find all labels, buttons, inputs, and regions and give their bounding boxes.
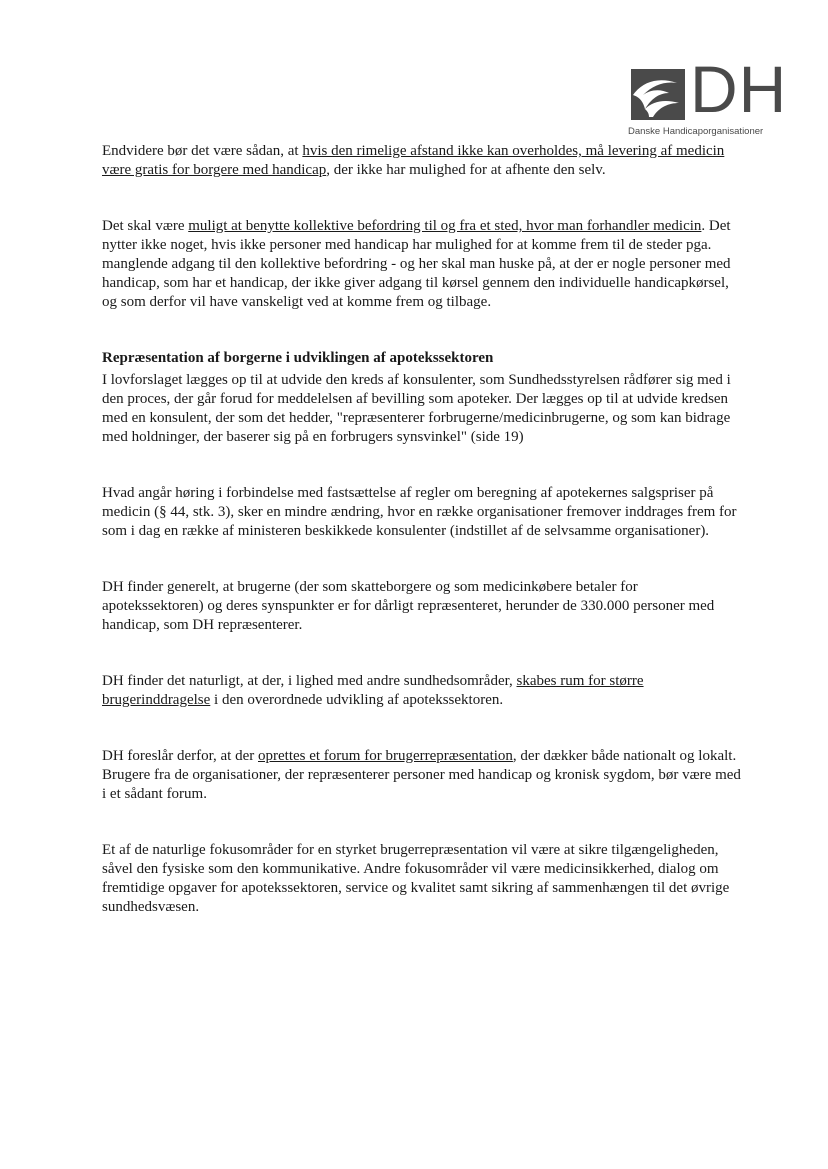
paragraph-3: I lovforslaget lægges op til at udvide den kreds af konsulenter, som Sundhedsstyrelsen rådfører sig med i den proces, der går forud for meddelelsen af bevilling som apoteker. Der lægges op til at udvide kredsen med en konsulent, der som det hedder, "repræsenterer forbrugerne/medicinbrugerne, og som kan bidrage med holdninger, der baserer sig på en forbrugers synsvinkel" (side 19)	[102, 372, 731, 445]
section-heading: Repræsentation af borgerne i udviklingen af apotekssektoren	[102, 350, 494, 366]
document-body	[102, 142, 742, 917]
underlined-text: skabes rum for større brugerinddragelse	[102, 673, 644, 708]
logo-subtitle: Danske Handicaporganisationer	[628, 126, 764, 137]
bird-logo-icon	[631, 69, 685, 120]
underlined-text: hvis den rimelige afstand ikke kan overholdes, må levering af medicin være gratis for borgere med handicap	[102, 143, 725, 178]
paragraph-8: Et af de naturlige fokusområder for en styrket brugerrepræsentation vil være at sikre tilgængeligheden, såvel den fysiske som den kommunikative. Andre fokusområder vil være medicinsikkerhed, dialog om fremtidige opgaver for apotekssektoren, service og kvalitet samt sikring af sammenhængen til det øvrige sundhedsvæsen.	[102, 842, 730, 915]
paragraph-6: DH finder det naturligt, at der, i lighed med andre sundhedsområder, skabes rum for større brugerinddragelse i den overordnede udvikling af apotekssektoren.	[102, 673, 644, 708]
logo-letters: DH	[690, 52, 788, 126]
paragraph-7: DH foreslår derfor, at der oprettes et forum for brugerrepræsentation, der dækker både nationalt og lokalt. Brugere fra de organisationer, der repræsenterer personer med handicap og kronisk sygdom, bør være med i et sådant forum.	[102, 748, 741, 802]
paragraph-5: DH finder generelt, at brugerne (der som skatteborgere og som medicinkøbere betaler for apotekssektoren) og deres synspunkter er for dårligt repræsenteret, herunder de 330.000 personer med handicap, som DH repræsenterer.	[102, 579, 715, 633]
paragraph-4: Hvad angår høring i forbindelse med fastsættelse af regler om beregning af apotekernes salgspriser på medicin (§ 44, stk. 3), sker en mindre ændring, hvor en række organisationer fremover inddrages frem for som i dag en række af ministeren beskikkede konsulenter (indstillet af de selvsamme organisationer).	[102, 485, 737, 539]
paragraph-2: Det skal være muligt at benytte kollektive befordring til og fra et sted, hvor man forhandler medicin. Det nytter ikke noget, hvis ikke personer med handicap har mulighed for at komme frem til de steder pga. manglende adgang til den kollektive befordring - og her skal man huske på, at der er nogle personer med handicap, som har et handicap, der ikke giver adgang til kørsel gennem den individuelle handicapkørsel, og som derfor vil have vanskeligt ved at komme frem og tilbage.	[102, 218, 731, 310]
underlined-text: muligt at benytte kollektive befordring til og fra et sted, hvor man forhandler medicin	[188, 218, 702, 234]
dh-logo	[628, 52, 788, 138]
paragraph-1: Endvidere bør det være sådan, at hvis den rimelige afstand ikke kan overholdes, må levering af medicin være gratis for borgere med handicap, der ikke har mulighed for at afhente den selv.	[102, 143, 725, 178]
underlined-text: oprettes et forum for brugerrepræsentation	[258, 748, 513, 764]
